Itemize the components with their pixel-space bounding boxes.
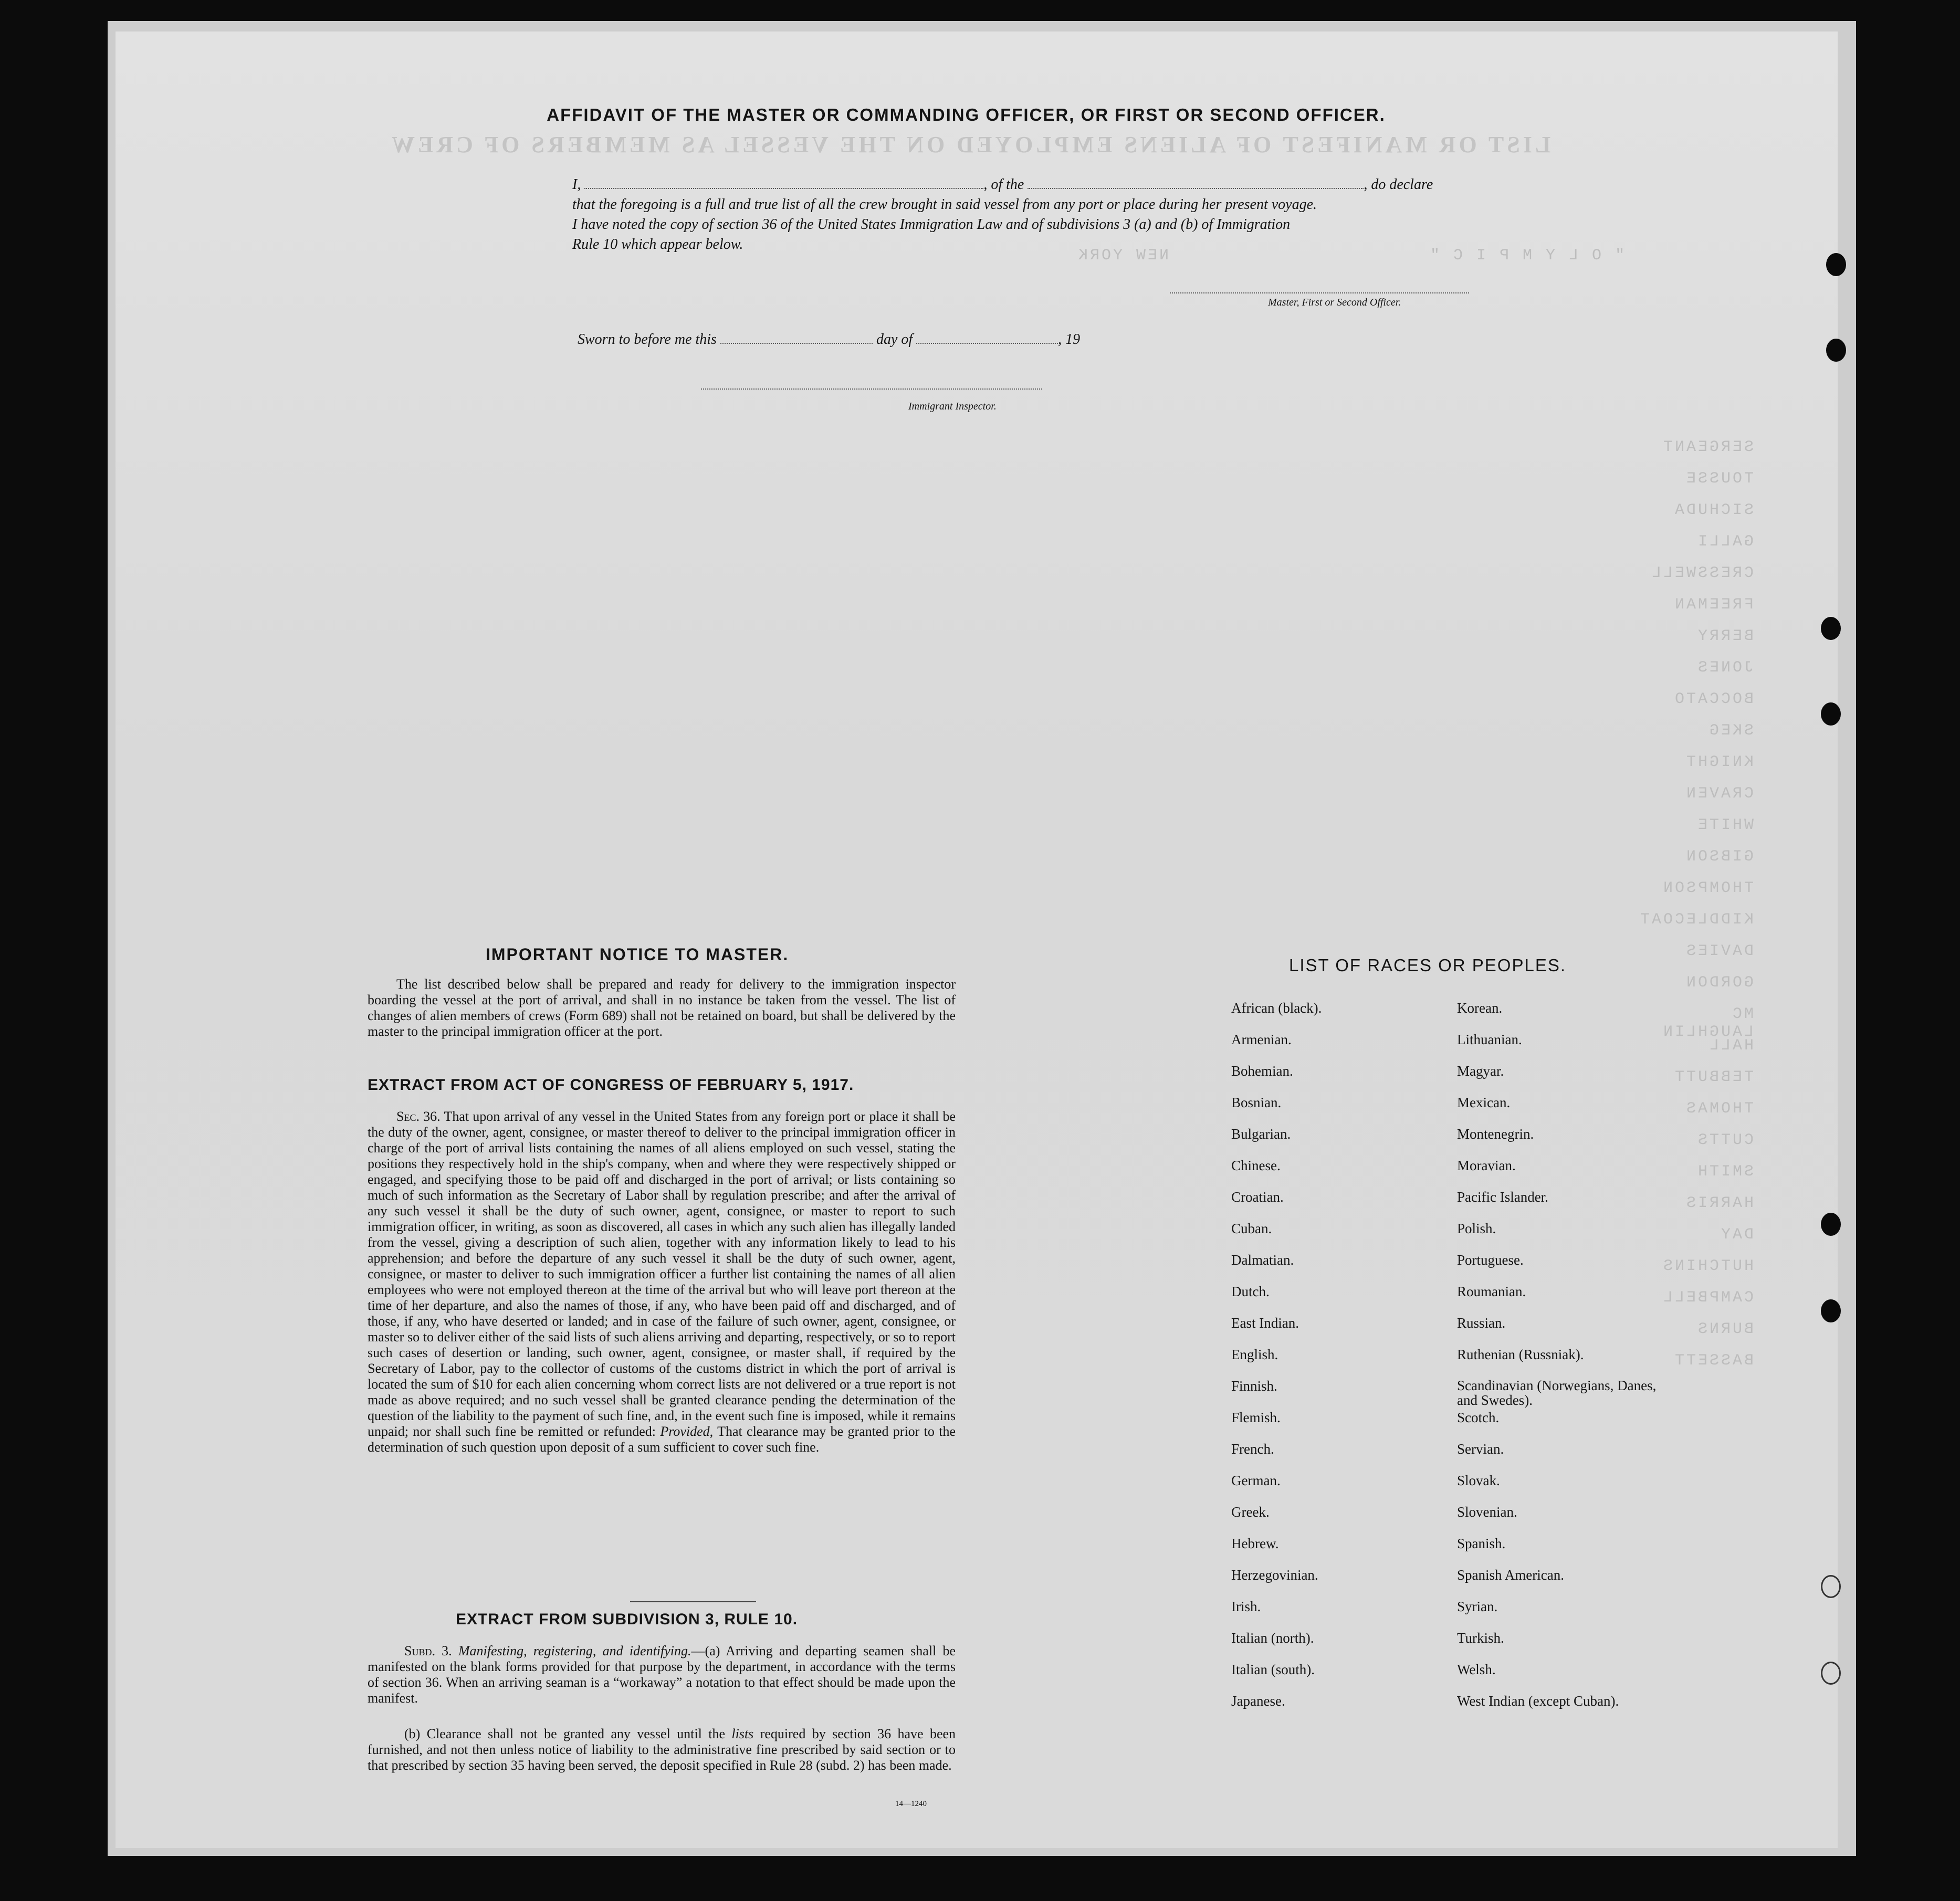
bleed-through-surname: GIBSON [1684, 848, 1754, 866]
bleed-through-surname: KNIGHT [1684, 753, 1754, 771]
races-title: LIST OF RACES OR PEOPLES. [1289, 955, 1567, 975]
race-item: Flemish. [1231, 1410, 1281, 1425]
race-item: Herzegovinian. [1231, 1567, 1318, 1583]
race-item: Spanish American. [1457, 1567, 1564, 1583]
bleed-through-surname: GALLI [1695, 533, 1754, 551]
bleed-through-surname: GORDON [1684, 974, 1754, 992]
declaration-line-2: that the foregoing is a full and true list of all the crew brought in said vessel from any port or place during her present voyage. [572, 196, 1317, 213]
race-item: African (black). [1231, 1000, 1322, 1016]
race-item: Spanish. [1457, 1536, 1506, 1551]
vessel-name-field[interactable] [1028, 176, 1364, 189]
punch-hole-icon [1826, 339, 1846, 362]
race-item: Slovak. [1457, 1473, 1500, 1488]
inspector-signature-caption: Immigrant Inspector. [908, 401, 997, 412]
bleed-through-surname: SKEG [1707, 722, 1754, 740]
race-item: Turkish. [1457, 1630, 1504, 1646]
rule-para-a [368, 1643, 956, 1706]
inspector-signature-field[interactable] [701, 388, 1042, 390]
sworn-label: Sworn to before me this [578, 331, 717, 348]
race-item: East Indian. [1231, 1315, 1299, 1331]
punch-hole-icon [1821, 617, 1841, 640]
bleed-through-port: NEW YORK [1076, 247, 1169, 265]
race-item: Dutch. [1231, 1284, 1270, 1299]
race-item: Lithuanian. [1457, 1032, 1522, 1047]
bleed-through-surname: HARRIS [1684, 1194, 1754, 1212]
act-body-text: That upon arrival of any vessel in the United States from any foreign port or place it shall be the duty of the owner, agent, consignee, or master thereof to deliver to the principal immigration officer in charge of the port of arrival lists containing the names of all aliens employed on such vessel, stating the positions they respectively hold in the ship's company, when and where they were respectively shipped or engaged, and specifying those to be paid off and discharged in the port of arrival; or lists containing so much of such information as the Secretary of Labor shall by regulation prescribe; and after the arrival of any such vessel it shall be the duty of such owner, agent, consignee, or master to report to such immigration officer, in writing, as soon as discovered, all cases in which any such alien has illegally landed from the vessel, giving a description of such alien, together with any information likely to lead to his apprehension; and before the departure of any such vessel it shall be the duty of such owner, agent, consignee, or master to deliver to such immigration officer a further list containing the names of all alien employees who were not employed thereon at the time of the arrival but who will leave port thereon at the time of her departure, and also the names of those, if any, who have been paid off and discharged, and of those, if any, who have deserted or landed; and in case of the failure of such owner, agent, consignee, or master so to deliver either of the said lists of such aliens arriving and departing, respectively, or so to report such cases of desertion or landing, such owner, agent, consignee, or master shall, if required by the Secretary of Labor, pay to the collector of customs of the customs district in which the port of arrival is located the sum of $10 for each alien concerning whom correct lists are not delivered or a true report is not made as above required; and no such vessel shall be granted clearance pending the determination of the question of the liability to the payment of such fine, and, in the event such fine is imposed, while it remains unpaid; nor shall such fine be remitted or refunded: [368, 1109, 956, 1439]
punch-hole-icon [1821, 1213, 1841, 1236]
rule-title: EXTRACT FROM SUBDIVISION 3, RULE 10. [456, 1611, 798, 1628]
race-item: Bulgarian. [1231, 1126, 1291, 1142]
race-item: Armenian. [1231, 1032, 1292, 1047]
bleed-through-surname: CAMPBELL [1661, 1289, 1754, 1307]
punch-hole-icon [1821, 702, 1841, 726]
bleed-through-surname: SMITH [1695, 1163, 1754, 1181]
affidavit-declaration [572, 175, 1496, 255]
race-item: Polish. [1457, 1221, 1496, 1236]
race-item: Croatian. [1231, 1189, 1284, 1205]
rule-para-b-lists: lists [731, 1726, 754, 1741]
declaration-line-3: I have noted the copy of section 36 of the United States Immigration Law and of subdivisions 3 (a) and (b) of Immigration [572, 216, 1291, 233]
bleed-through-surname: CUTTS [1695, 1131, 1754, 1149]
declaration-line-4: Rule 10 which appear below. [572, 236, 743, 253]
affidavit-title: AFFIDAVIT OF THE MASTER OR COMMANDING OFFICER, OR FIRST OR SECOND OFFICER. [547, 105, 1386, 124]
bleed-through-surname: DAY [1718, 1226, 1754, 1244]
rule-subd-heading: Manifesting, registering, and identifying. [458, 1643, 691, 1658]
bleed-through-surname: CRESSWELL [1649, 564, 1754, 582]
bleed-through-surname: HALL [1707, 1037, 1754, 1055]
rule-para-b-start: (b) Clearance shall not be granted any vessel until the [404, 1726, 725, 1741]
bleed-through-surname: WHITE [1695, 816, 1754, 834]
notice-body: The list described below shall be prepared and ready for delivery to the immigration inspector boarding the vessel at the port of arrival, and shall in no instance be taken from the vessel. The list of changes of alien members of crews (Form 689) shall not be retained on board, but shall be delivered by the master to the principal immigration officer at the port. [368, 976, 956, 1039]
race-item: Montenegrin. [1457, 1126, 1534, 1142]
race-item: Moravian. [1457, 1158, 1516, 1173]
race-item: Ruthenian (Russniak). [1457, 1347, 1584, 1362]
i-label: I, [572, 176, 581, 193]
race-item: Russian. [1457, 1315, 1506, 1331]
race-item: Italian (north). [1231, 1630, 1314, 1646]
race-item: Italian (south). [1231, 1662, 1315, 1677]
race-item: Hebrew. [1231, 1536, 1279, 1551]
race-item: French. [1231, 1441, 1274, 1457]
bleed-through-surname: TOUSSE [1684, 470, 1754, 488]
act-body [368, 1109, 956, 1455]
bleed-through-surname: BERRY [1695, 627, 1754, 645]
bleed-through-title: LIST OR MANIFEST OF ALIENS EMPLOYED ON THE VESSEL AS MEMBERS OF CREW [389, 132, 1551, 157]
bleed-through-surname: THOMPSON [1661, 879, 1754, 897]
notice-title: IMPORTANT NOTICE TO MASTER. [486, 945, 789, 964]
rule-subd-label: Subd. 3. [404, 1643, 452, 1658]
race-item: Bohemian. [1231, 1063, 1293, 1079]
race-item: Chinese. [1231, 1158, 1281, 1173]
rule-para-a-text: —(a) Arriving and departing seamen shall be manifested on the blank forms provided for that purpose by the department, in accordance with the terms of section 36. When an arriving seaman is a “workaway” a notation to that effect should be made upon the manifest. [368, 1643, 956, 1706]
punch-hole-icon [1826, 253, 1846, 276]
section-divider [630, 1601, 756, 1602]
form-code: 14—1240 [895, 1800, 927, 1808]
officer-name-field[interactable] [584, 176, 983, 189]
of-the-label: , of the [983, 176, 1024, 193]
bleed-through-surname: MC LAUGHLIN [1661, 1005, 1754, 1041]
race-item: Slovenian. [1457, 1504, 1517, 1520]
bleed-through-surname: TEBBUTT [1672, 1068, 1754, 1086]
rule-para-b-end: required by section 36 have been furnished, and not then unless notice of liability to the administrative fine prescribed by said section or to that prescribed by section 35 having been served, the deposit specified in Rule 28 (subd. 2) has been made. [368, 1726, 956, 1773]
punch-hole-icon [1821, 1575, 1841, 1598]
master-signature-field[interactable] [1170, 292, 1469, 293]
race-item: Portuguese. [1457, 1252, 1524, 1268]
punch-hole-icon [1821, 1662, 1841, 1685]
sworn-month-field[interactable] [916, 331, 1058, 344]
race-item: Roumanian. [1457, 1284, 1526, 1299]
race-item: Bosnian. [1231, 1095, 1282, 1110]
act-title: EXTRACT FROM ACT OF CONGRESS OF FEBRUARY 5, 1917. [368, 1076, 854, 1094]
punch-hole-icon [1821, 1299, 1841, 1322]
race-item: Greek. [1231, 1504, 1270, 1520]
day-of-label: day of [876, 331, 913, 348]
bleed-through-surname: BASSETT [1672, 1352, 1754, 1370]
race-item: Japanese. [1231, 1693, 1285, 1709]
act-section-label: Sec. 36. [396, 1109, 441, 1124]
race-item: German. [1231, 1473, 1281, 1488]
race-item: Mexican. [1457, 1095, 1511, 1110]
bleed-through-surname: KIDDLECOAT [1638, 911, 1754, 929]
bleed-through-surname: HUTCHINS [1661, 1257, 1754, 1275]
race-item: Welsh. [1457, 1662, 1496, 1677]
act-body-end: That clearance may be granted prior to the determination of such question upon deposit of a sum sufficient to cover such fine. [368, 1424, 956, 1455]
bleed-through-surname: SICHUDA [1672, 501, 1754, 519]
declaration-line-1 [572, 175, 1496, 195]
race-item: Pacific Islander. [1457, 1189, 1548, 1205]
race-item: Servian. [1457, 1441, 1504, 1457]
act-provided-word: Provided, [660, 1424, 714, 1439]
year-label: , 19 [1058, 331, 1081, 348]
races-right-column [1457, 1000, 1678, 1725]
races-left-column [1231, 1000, 1452, 1725]
race-item: Syrian. [1457, 1599, 1498, 1614]
race-item: Dalmatian. [1231, 1252, 1294, 1268]
race-item: Cuban. [1231, 1221, 1272, 1236]
race-item: Finnish. [1231, 1378, 1277, 1394]
master-signature-caption: Master, First or Second Officer. [1268, 297, 1401, 308]
sworn-line [578, 330, 1208, 350]
bleed-through-surname: JONES [1695, 659, 1754, 677]
race-item: Magyar. [1457, 1063, 1504, 1079]
race-item: West Indian (except Cuban). [1457, 1693, 1619, 1709]
race-item: Scandinavian (Norwegians, Danes, and Swedes). [1457, 1378, 1657, 1408]
do-declare-label: , do declare [1364, 176, 1433, 193]
race-item: English. [1231, 1347, 1278, 1362]
bleed-through-surname: SERGEANT [1661, 438, 1754, 456]
bleed-through-vessel: " O L Y M P I C " [1428, 247, 1625, 265]
bleed-through-surname: BURNS [1695, 1320, 1754, 1338]
race-item: Scotch. [1457, 1410, 1500, 1425]
sworn-day-field[interactable] [720, 331, 873, 344]
bleed-through-surname: BOCCATO [1672, 690, 1754, 708]
bleed-through-surname: CRAVEN [1684, 785, 1754, 803]
race-item: Korean. [1457, 1000, 1503, 1016]
bleed-through-surname: THOMAS [1684, 1100, 1754, 1118]
race-item: Irish. [1231, 1599, 1261, 1614]
bleed-through-surname: FREEMAN [1672, 596, 1754, 614]
rule-para-b [368, 1726, 956, 1773]
bleed-through-surname: DAVIES [1684, 942, 1754, 960]
